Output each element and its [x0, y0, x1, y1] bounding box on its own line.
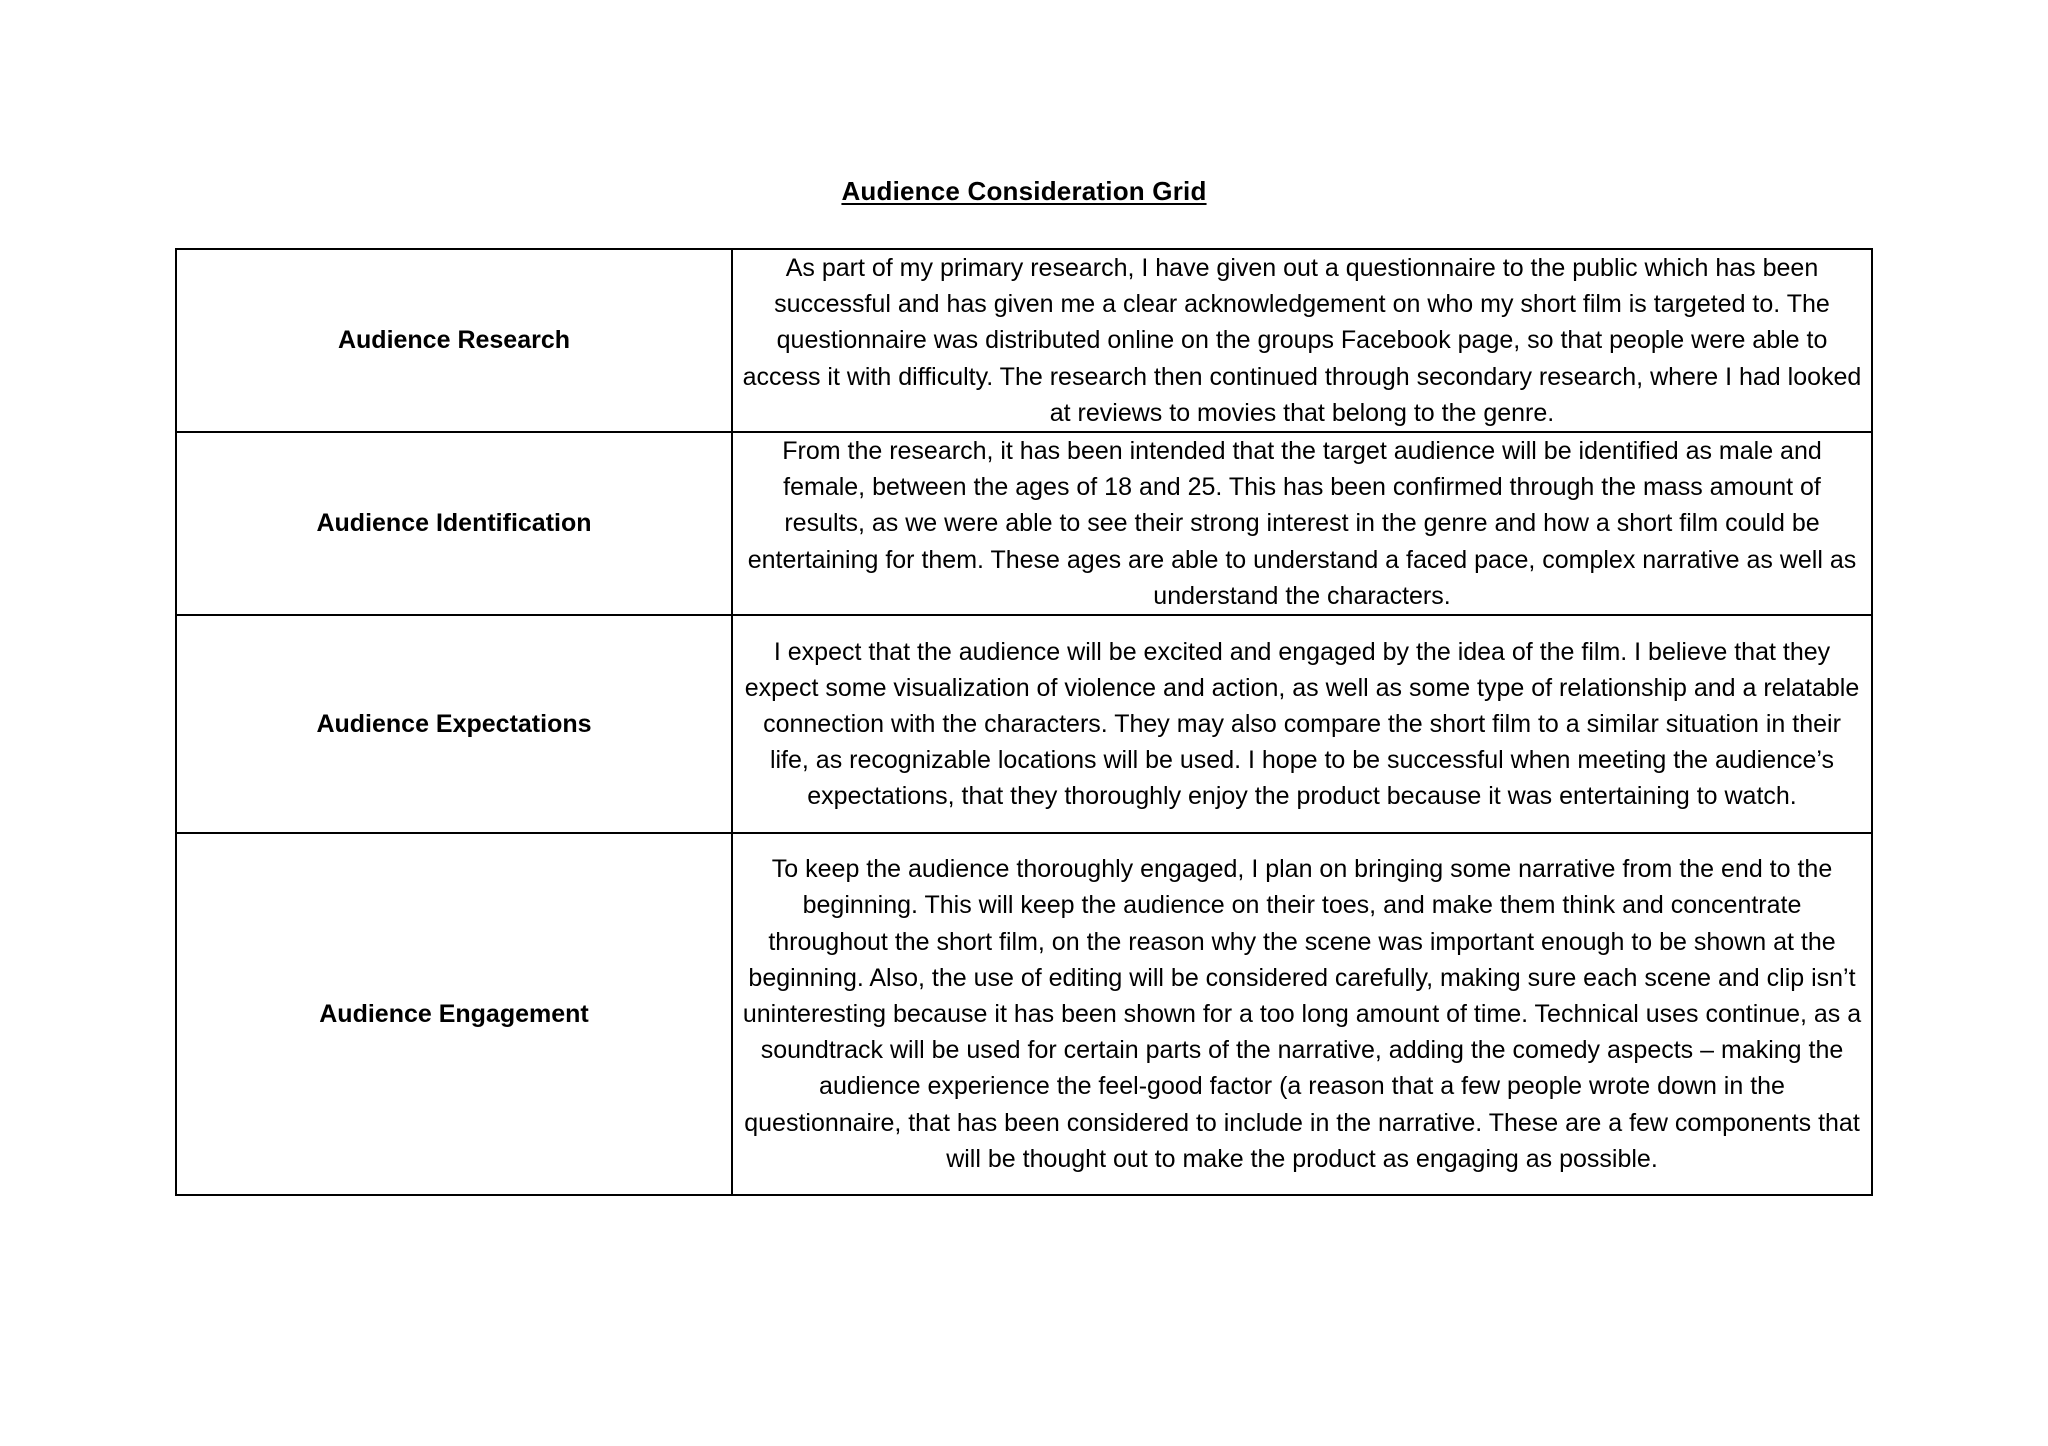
row-label: Audience Expectations: [176, 615, 732, 833]
table-row-audience-research: [176, 249, 1872, 432]
table-row-audience-engagement: [176, 833, 1872, 1195]
row-content: I expect that the audience will be excited and engaged by the idea of the film. I believe that they expect some visualization of violence and action, as well as some type of relationship and a relatable connection with the characters. They may also compare the short film to a similar situation in their life, as recognizable locations will be used. I hope to be successful when meeting the audience’s expectations, that they thoroughly enjoy the product because it was entertaining to watch.: [732, 615, 1872, 833]
table-row-audience-expectations: [176, 615, 1872, 833]
row-label: Audience Engagement: [176, 833, 732, 1195]
row-content: From the research, it has been intended that the target audience will be identified as male and female, between the ages of 18 and 25. This has been confirmed through the mass amount of results, as we were able to see their strong interest in the genre and how a short film could be entertaining for them. These ages are able to understand a faced pace, complex narrative as well as understand the characters.: [732, 432, 1872, 615]
row-content: As part of my primary research, I have given out a questionnaire to the public which has been successful and has given me a clear acknowledgement on who my short film is targeted to. The questionnaire was distributed online on the groups Facebook page, so that people were able to access it with difficulty. The research then continued through secondary research, where I had looked at reviews to movies that belong to the genre.: [732, 249, 1872, 432]
row-label: Audience Research: [176, 249, 732, 432]
row-label: Audience Identification: [176, 432, 732, 615]
row-content: To keep the audience thoroughly engaged, I plan on bringing some narrative from the end to the beginning. This will keep the audience on their toes, and make them think and concentrate throughout the short film, on the reason why the scene was important enough to be shown at the beginning. Also, the use of editing will be considered carefully, making sure each scene and clip isn’t uninteresting because it has been shown for a too long amount of time. Technical uses continue, as a soundtrack will be used for certain parts of the narrative, adding the comedy aspects – making the audience experience the feel-good factor (a reason that a few people wrote down in the questionnaire, that has been considered to include in the narrative. These are a few components that will be thought out to make the product as engaging as possible.: [732, 833, 1872, 1195]
audience-consideration-table: [175, 248, 1873, 1196]
table-row-audience-identification: [176, 432, 1872, 615]
document-title: Audience Consideration Grid: [841, 176, 1207, 206]
